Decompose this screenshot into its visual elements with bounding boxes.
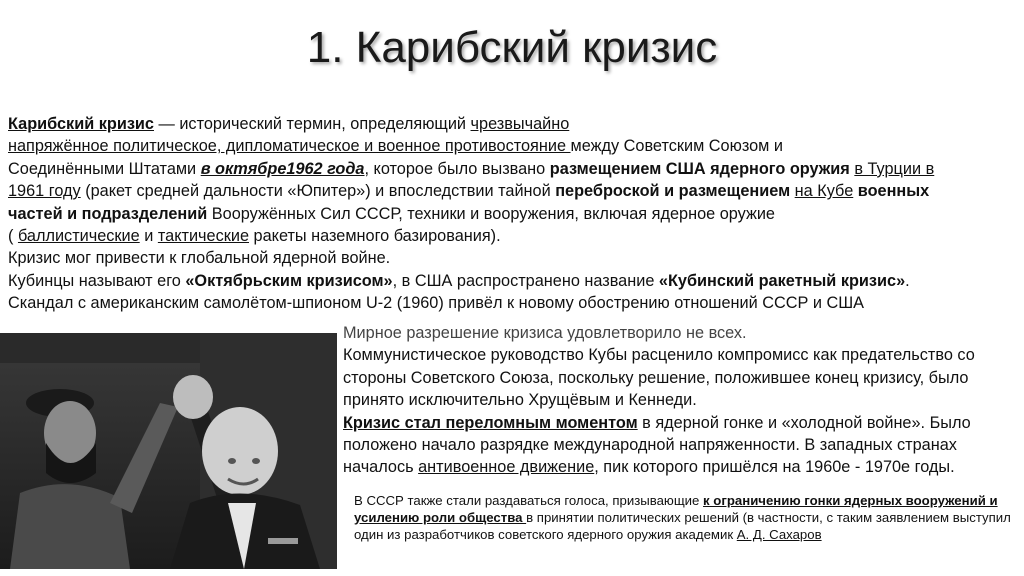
intro-line-2: напряжённое политическое, дипломатическое и военное противостояние между Советским Союзом и — [8, 137, 783, 156]
right-paragraph-2: Коммунистическое руководство Кубы расценило компромисс как предательство со стороны Советского Союза, поскольку решение, положившее конец кризису, было принято исключительно Хрущёвым и Кеннеди. — [343, 346, 975, 410]
link-cuba[interactable]: на Кубе — [794, 182, 854, 201]
term-carribean-crisis: Карибский кризис — [8, 115, 154, 133]
link-sakharov[interactable]: А. Д. Сахаров — [736, 527, 822, 543]
link-arms-limitation[interactable]: к ограничению гонки ядерных вооружений и усилению роли общества — [354, 493, 998, 526]
turning-point-phrase: Кризис стал переломным моментом — [343, 413, 638, 432]
link-extremely[interactable]: чрезвычайно — [470, 115, 570, 133]
intro-line-7: Кризис мог привести к глобальной ядерной войне. — [8, 249, 391, 268]
intro-line-4: 1961 году (ракет средней дальности «Юпитер») и впоследствии тайной переброской и размещением на Кубе военных — [8, 182, 930, 201]
date-october-1962: в октябре1962 года — [200, 159, 365, 178]
intro-line-6: ( баллистические и тактические ракеты наземного базирования). — [8, 227, 501, 246]
link-antiwar-movement[interactable]: антивоенное движение — [418, 458, 595, 477]
link-tactical[interactable]: тактические — [157, 227, 249, 246]
link-1961[interactable]: 1961 году — [8, 182, 81, 201]
intro-line-5: частей и подразделений Вооружённых Сил СССР, техники и вооружения, включая ядерное оружие — [8, 204, 775, 223]
link-ballistic[interactable]: баллистические — [17, 227, 140, 246]
link-turkey[interactable]: в Турции в — [854, 159, 935, 178]
us-nuclear-deployment: размещением США ядерного оружия — [549, 159, 850, 178]
intro-line-1: Карибский кризис — исторический термин, определяющий чрезвычайно — [8, 115, 570, 133]
intro-paragraph — [8, 113, 1018, 315]
right-text — [343, 322, 1019, 479]
intro-line-3: Соединёнными Штатами в октябре1962 года, которое было вызвано размещением США ядерного оружия в Турции в — [8, 159, 935, 178]
slide-title: 1. Карибский кризис — [306, 23, 718, 72]
intro-line-8: Кубинцы называют его «Октябрьским кризисом», в США распространено название «Кубинский ракетный кризис». — [8, 271, 910, 290]
intro-line-9: Скандал с американским самолётом-шпионом U-2 (1960) привёл к новому обострению отношений СССР и США — [8, 294, 865, 313]
historical-photo — [0, 333, 337, 569]
right-paragraph-3: Кризис стал переломным моментом в ядерной гонке и «холодной войне». Было положено начало разрядке международной напряженности. В западных странах началось антивоенное движение, пик которого пришёлся на 1960е - 1970е годы. — [343, 413, 971, 477]
link-confrontation[interactable]: напряжённое политическое, дипломатическое и военное противостояние — [8, 137, 571, 156]
photo-illustration — [0, 333, 337, 569]
right-paragraph-1: Мирное разрешение кризиса удовлетворило не всех. — [343, 324, 747, 342]
footnote: В СССР также стали раздаваться голоса, призывающие к ограничению гонки ядерных вооружений и усилению роли общества в принятии политических решений (в частности, с таким заявлением выступил один из разработчиков советского ядерного оружия академик А. Д. Сахаров — [354, 493, 1011, 543]
